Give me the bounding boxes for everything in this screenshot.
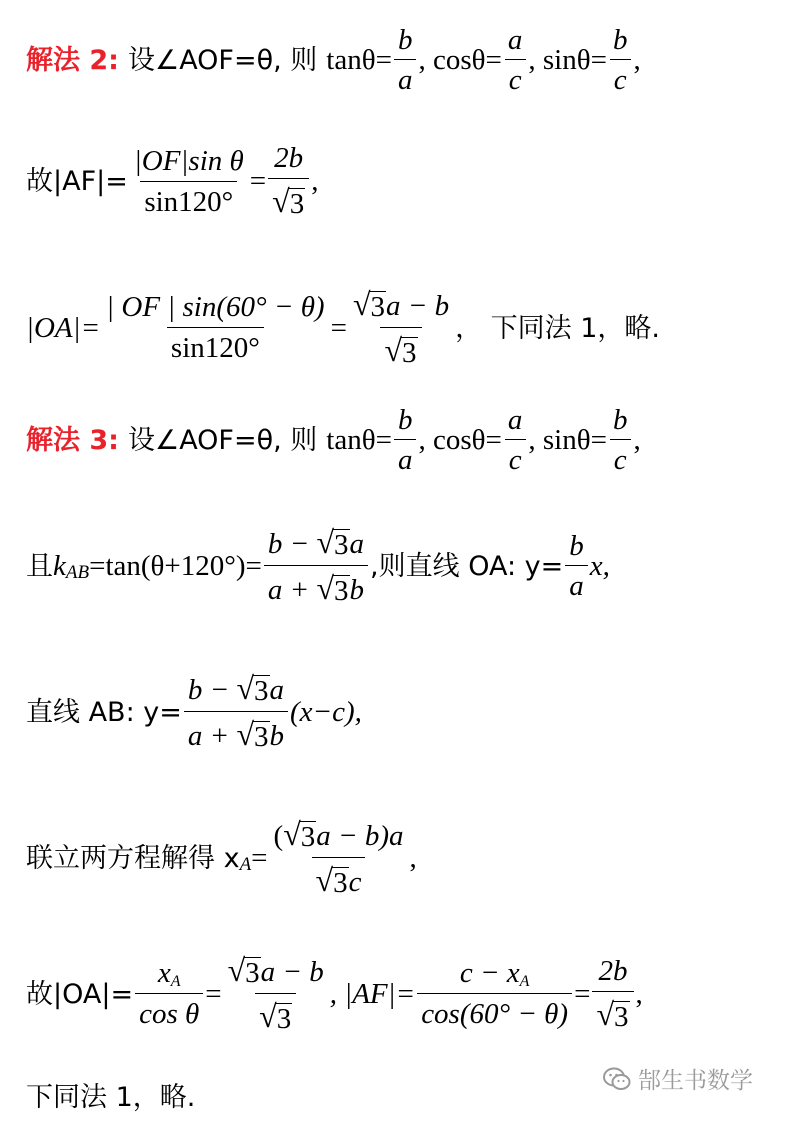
cos-label: , cosθ= [418,44,502,76]
k-fraction: b − √ 3 a a + √ 3 b [264,526,368,606]
tan-fraction: $\frac{b}{a}$ [394,406,417,475]
oa-prefix: |OA|= [26,311,101,344]
cos-label: , cosθ= [418,424,502,456]
xa-over-cos-fraction: $\frac{xA}{\text{cos θ}}$ [135,959,203,1029]
trig-end: , [633,424,641,456]
method3-xa-line [26,818,785,898]
method3-ab-line [26,672,785,752]
method2-label: 解法 2: [26,45,119,76]
k-var: k [53,549,66,582]
sin-label: , sinθ= [528,44,607,76]
sin-fraction: $\frac{b}{c}$ [609,26,632,95]
equals: = [574,977,591,1010]
oa-final-fraction: √ 3 a − b √ 3 [227,952,324,1035]
af-fraction: $\frac{\text{|OF|sin θ}}{\sin 120^\circ}$ [133,144,244,218]
tan-label: tanθ= [326,424,392,456]
method2-line1 [26,26,785,95]
equals: = [249,165,267,197]
method3-final-line [26,954,785,1034]
oa-tail: x, [589,549,610,582]
tan-label: tanθ= [326,44,392,76]
wechat-icon [602,1066,632,1092]
cos-fraction: $\frac{a}{c}$ [504,26,527,95]
method3-k-line [26,526,785,606]
method3-set-text: 设∠AOF=θ, 则 [127,425,318,456]
method3-label: 解法 3: [26,425,119,456]
method2-set-text: 设∠AOF=θ, 则 [127,45,318,76]
watermark-text: 郜生书数学 [638,1068,753,1094]
k-prefix: 且 [26,550,53,582]
closing-text: 下同法 1，略. [26,1082,196,1113]
k-sub: AB [65,561,90,583]
ab-fraction: b − √ 3 a a + √ 3 b [184,672,288,752]
af-final-fraction: $\frac{c - xA}{\cos(60^\circ - \theta)}$ [417,959,572,1029]
method2-af-line: 故|AF|= $\frac{\text{|OF|sin θ}}{\sin 120^\circ}$ = 2b √ 3 , [26,142,319,220]
final-end: , [635,977,643,1010]
final-prefix: 故|OA|= [26,978,134,1010]
trig-end: , [633,44,641,76]
cos-fraction: $\frac{a}{c}$ [504,406,527,475]
af-prefix: 故|AF|= [26,166,128,197]
af-final-result-fraction: 2b √ 3 [592,957,633,1032]
xa-prefix: 联立两方程解得 x [26,842,240,874]
oa-slope-fraction: $\frac{b}{a}$ [565,532,588,601]
af-label: , |AF|= [329,977,416,1010]
oa-result-fraction: √ 3 a − b √ 3 [352,286,450,369]
method2-tail: ， 下同法 1，略. [455,312,661,344]
ab-tail: (x−c), [290,695,362,728]
k-eq: =tan(θ+120°)= [89,549,262,582]
sin-label: , sinθ= [528,424,607,456]
method2-oa-line [26,288,785,368]
sin-fraction: $\frac{b}{c}$ [609,406,632,475]
ab-prefix: 直线 AB: y= [26,696,182,728]
oa-text: ,则直线 OA: y= [370,550,564,582]
tan-fraction: $\frac{b}{a}$ [394,26,417,95]
xa-fraction: ( √ 3 a − b)a √ 3 c [273,816,404,899]
equals: = [330,311,347,344]
xa-end: , [409,841,417,874]
xa-eq: = [251,841,268,874]
af-result-fraction: 2b √ 3 [268,144,309,219]
oa-fraction: $\frac{| OF | \sin(60^\circ - \theta)}{\sin 120^\circ}$ [106,291,325,364]
equals: = [205,977,222,1010]
watermark [602,1062,753,1095]
xa-sub: A [239,853,252,875]
method3-line1 [26,406,785,475]
